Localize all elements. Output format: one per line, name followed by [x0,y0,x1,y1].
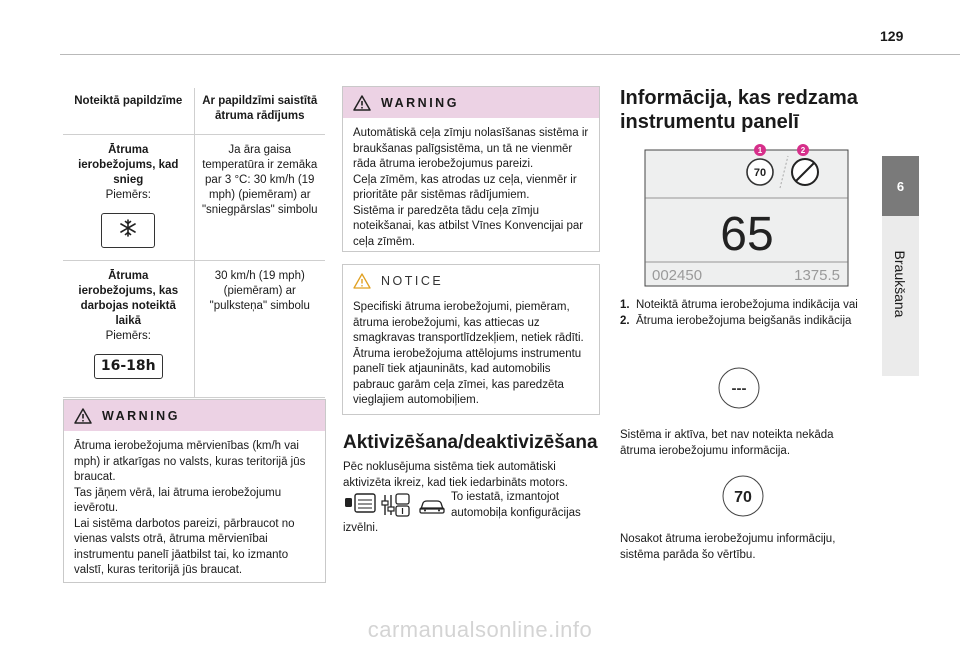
chapter-number: 6 [882,156,919,216]
notice-title: NOTICE [381,273,444,288]
warning-title: WARNING [102,408,180,423]
notice-paragraph: Specifiski ātruma ierobežojumi, piemēram, ātruma ierobežojumi, kas attiecas uz smagkravas transportlīdzekļiem, netiek rādīti. [353,301,584,344]
warning-box-system [342,86,600,252]
warning-body [343,118,599,258]
page-number: 129 [880,28,904,44]
table-header-display: Ar papildzīmi saistītā ātruma rādījums [194,88,325,135]
warning-header [343,87,599,118]
detected-limit-icon [721,474,765,518]
warning-triangle-icon [74,408,92,424]
additional-sign-table [63,88,325,398]
activation-heading: Aktivizēšana/deaktivizēšana [343,432,598,453]
activation-line: To iestatā, izmantojot [451,491,560,503]
warning-paragraph: Tas jāņem vērā, lai ātruma ierobežojumu ievērotu. [74,486,282,514]
chapter-tab [882,156,919,376]
table-row [63,261,325,398]
callout-2: 2 [800,146,806,155]
warning-header [64,400,325,431]
row-example: Piemērs: [105,189,151,201]
notice-box [342,264,600,415]
notice-paragraph: Ātruma ierobežojuma attēlojums instrumentu panelī tiek atjaunināts, kad automobilis pabrauc garām ceļa zīmei, kas paredzēta vieglajiem automobiļiem. [353,347,582,406]
time-sign-icon [94,354,163,379]
info-heading-line: Informācija, kas redzama [620,87,858,109]
warning-paragraph: Lai sistēma darbotos pareizi, pārbraucot no vienas valsts otrā, ātruma mērvienībai instrumentu panelī jāatbilst tai, ko izmanto valstī, kuras teritorijā jūs braucat. [74,517,295,576]
activation-line: automobiļa konfigurācijas [451,506,581,519]
menu-buttons-icon [343,491,447,519]
list-item [620,314,860,330]
time-sign-text: 16-18h [100,358,156,374]
list-item [620,298,860,314]
active-description: Sistēma ir aktīva, bet nav noteikta nekāda ātruma ierobežojumu informācija. [620,429,834,457]
activation-text [343,460,598,537]
table-header-sign: Noteiktā papildzīme [63,88,194,135]
warning-box-units [63,399,326,583]
row-value: Ja āra gaisa temperatūra ir zemāka par 3 °C: 30 km/h (19 mph) (piemēram) ar "sniegpārslas" simbolu [194,135,325,261]
warning-paragraph: Automātiskā ceļa zīmju nolasīšanas sistēma ir braukšanas palīgsistēma, un tā ne vienmēr rāda ātruma ierobežojumus pareizi. [353,127,589,170]
notice-header [343,265,599,296]
instrument-panel-illustration [640,140,852,290]
table-row [63,135,325,261]
warning-paragraph: Ceļa zīmēm, kas atrodas uz ceļa, vienmēr ir prioritāte pār sistēmas rādījumiem. [353,173,577,201]
warning-triangle-icon [353,95,371,111]
chapter-label: Braukšana [892,250,908,318]
panel-trip: 1375.5 [794,267,840,284]
callout-1: 1 [757,146,763,155]
info-heading [620,86,870,134]
limit-value-text: 70 [734,489,752,506]
row-title: Ātruma ierobežojums, kad snieg [78,144,179,186]
info-heading-line: instrumentu panelī [620,111,799,133]
indicator-list [620,298,860,329]
footer-watermark: carmanualsonline.info [367,617,593,642]
list-number: 1. [620,299,630,311]
warning-title: WARNING [381,95,459,110]
panel-sign-value: 70 [753,167,767,179]
detected-description: Nosakot ātruma ierobežojumu informāciju, sistēma parāda šo vērtību. [620,533,836,561]
no-limit-detected-icon [717,366,761,410]
row-example: Piemērs: [105,330,151,342]
warning-paragraph: Sistēma ir paredzēta tādu ceļa zīmju noteikšanai, kas atbilst Vīnes Konvencijai par ceļa zīmēm. [353,204,584,248]
dashes-text: --- [731,380,747,397]
activation-line: izvēlni. [343,522,379,534]
notice-triangle-icon [353,273,371,289]
row-value: 30 km/h (19 mph) (piemēram) ar "pulksteņa" simbolu [194,261,325,398]
panel-odometer: 002450 [652,267,703,284]
warning-body [64,431,325,587]
snowflake-sign-icon [101,213,155,248]
activation-line: Pēc noklusējuma sistēma tiek automātiski aktivizēta ikreiz, kad tiek iedarbināts motors. [343,461,568,489]
row-title: Ātruma ierobežojums, kas darbojas noteiktā laikā [78,270,179,327]
panel-speed: 65 [720,208,774,261]
list-number: 2. [620,314,630,327]
list-text: Ātruma ierobežojuma beigšanās indikācija [636,314,852,327]
top-divider [60,54,960,55]
notice-body [343,296,599,417]
warning-paragraph: Ātruma ierobežojuma mērvienības (km/h vai mph) ir atkarīgas no valsts, kuras teritorijā jūs braucat. [74,440,306,483]
list-text: Noteiktā ātruma ierobežojuma indikācija vai [636,299,858,311]
